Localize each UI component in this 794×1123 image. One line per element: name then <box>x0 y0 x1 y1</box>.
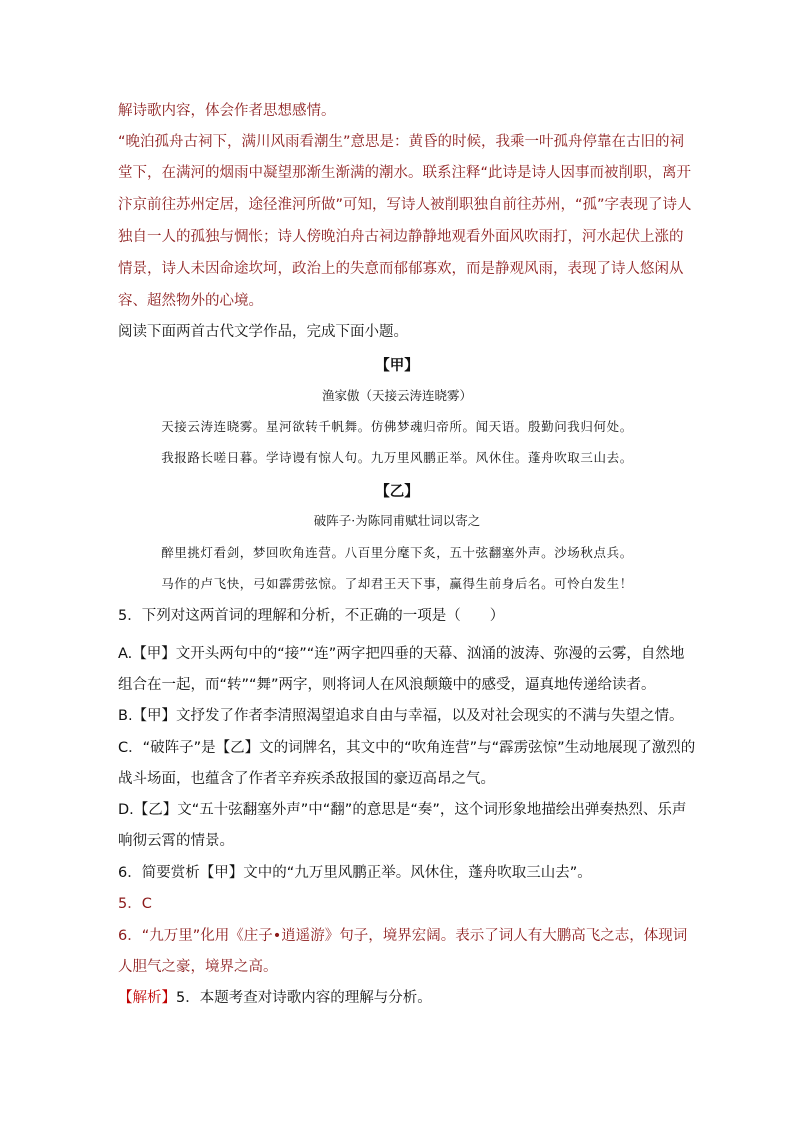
poem-a-line: 我报路长嗟日暮。学诗谩有惊人句。九万里风鹏正举。风休住。蓬舟吹取三山去。 <box>161 450 633 465</box>
option-a-line: A.【甲】文开头两句中的“接”“连”两字把四垂的天幕、汹涌的波涛、弥漫的云雾，自然地 <box>118 646 685 662</box>
option-d-line: D.【乙】文“五十弦翻塞外声”中“翻”的意思是“奏”，这个词形象地描绘出弹奏热烈、乐声 <box>118 802 687 818</box>
analysis-text: 5．本题考查对诗歌内容的理解与分析。 <box>176 990 432 1006</box>
answer-5: 5．C <box>118 896 152 912</box>
option-b-line: B.【甲】文抒发了作者李清照渴望追求自由与幸福，以及对社会现实的不满与失望之情。 <box>118 708 684 724</box>
poem-b-line: 醉里挑灯看剑，梦回吹角连营。八百里分麾下炙，五十弦翻塞外声。沙场秋点兵。 <box>161 545 633 560</box>
answer-text-line: 情景，诗人未因命途坎坷，政治上的失意而郁郁寡欢，而是静观风雨，表现了诗人悠闲从 <box>118 261 684 277</box>
answer-text-line: 解诗歌内容，体会作者思想感情。 <box>118 103 336 119</box>
poem-b-header: 【乙】 <box>375 484 419 500</box>
poem-a-title: 渔家傲（天接云涛连晓雾） <box>321 388 472 403</box>
answer-6-line: 人胆气之豪，境界之高。 <box>118 959 278 975</box>
analysis-label: 【解析】 <box>118 990 176 1006</box>
poem-a-header: 【甲】 <box>375 358 419 374</box>
option-d-line: 响彻云霄的情景。 <box>118 833 234 849</box>
poem-b-title: 破阵子·为陈同甫赋壮词以寄之 <box>313 513 481 528</box>
answer-text-line: 独自一人的孤独与惆怅；诗人傍晚泊舟古祠边静静地观看外面风吹雨打，河水起伏上涨的 <box>118 229 684 245</box>
answer-text-line: 汴京前往苏州定居，途径淮河所做”可知，写诗人被削职独自前往苏州，“孤”字表现了诗人 <box>118 197 692 213</box>
option-c-line: C．“破阵子”是【乙】文的词牌名，其文中的“吹角连营”与“霹雳弦惊”生动地展现了激烈的 <box>118 740 696 756</box>
poem-a-line: 天接云涛连晓雾。星河欲转千帆舞。仿佛梦魂归帝所。闻天语。殷勤问我归何处。 <box>161 419 633 434</box>
answer-6-line: 6．“九万里”化用《庄子•逍遥游》句子，境界宏阔。表示了词人有大鹏高飞之志，体现词 <box>118 928 688 944</box>
option-c-line: 战斗场面，也蕴含了作者辛弃疾杀敌报国的豪迈高昂之气。 <box>118 771 495 787</box>
question-6-stem: 6．简要赏析【甲】文中的“九万里风鹏正举。风休住，蓬舟吹取三山去”。 <box>118 865 592 881</box>
analysis-line <box>118 989 432 1007</box>
answer-text-line: 堂下，在满河的烟雨中凝望那渐生渐满的潮水。联系注释“此诗是诗人因事而被削职，离开 <box>118 165 692 181</box>
answer-text-line: “晚泊孤舟古祠下，满川风雨看潮生”意思是：黄昏的时候，我乘一叶孤舟停靠在古旧的祠 <box>118 134 685 150</box>
option-a-line: 组合在一起，而“转”“舞”两字，则将词人在风浪颠簸中的感受，逼真地传递给读者。 <box>118 677 656 693</box>
poem-b-line: 马作的卢飞快，弓如霹雳弦惊。了却君王天下事，赢得生前身后名。可怜白发生！ <box>161 576 633 591</box>
answer-text-line: 容、超然物外的心境。 <box>118 293 263 309</box>
question-5-stem: 5．下列对这两首词的理解和分析，不正确的一项是（ ） <box>118 608 505 624</box>
reading-instruction: 阅读下面两首古代文学作品，完成下面小题。 <box>118 324 408 340</box>
